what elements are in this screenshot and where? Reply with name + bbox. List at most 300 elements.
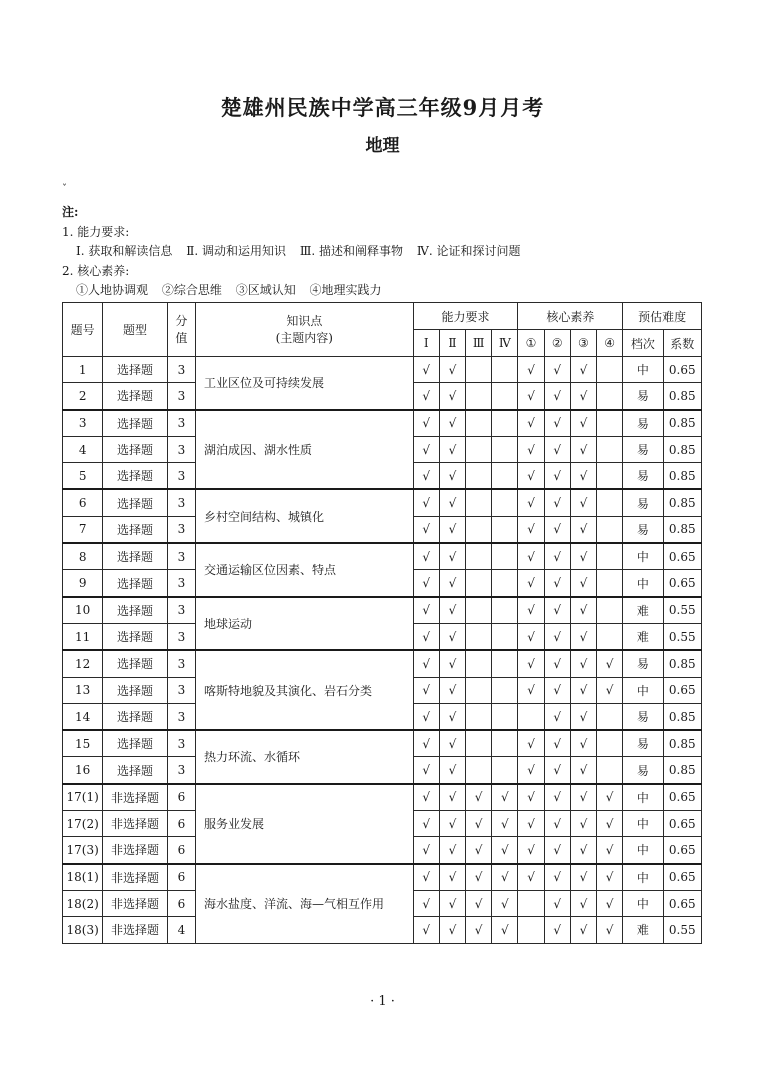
question-type: 非选择题 — [103, 837, 167, 864]
difficulty-coefficient: 0.65 — [663, 570, 701, 597]
ability-check — [492, 757, 518, 784]
difficulty-level: 中 — [623, 811, 663, 837]
header-ability-col: Ⅰ — [413, 330, 439, 357]
ability-check: √ — [439, 864, 465, 891]
header-number: 题号 — [63, 303, 103, 357]
question-number: 11 — [63, 623, 103, 650]
literacy-check: √ — [544, 516, 570, 543]
ability-check: √ — [439, 757, 465, 784]
difficulty-level: 中 — [623, 357, 663, 383]
knowledge-topic: 海水盐度、洋流、海—气相互作用 — [195, 864, 413, 943]
literacy-check — [597, 703, 623, 730]
question-score: 3 — [167, 703, 195, 730]
literacy-check: √ — [570, 516, 596, 543]
literacy-check: √ — [570, 597, 596, 624]
ability-check — [492, 650, 518, 677]
literacy-check: √ — [518, 837, 544, 864]
ability-check — [492, 516, 518, 543]
literacy-check: √ — [570, 436, 596, 462]
question-score: 6 — [167, 837, 195, 864]
literacy-check: √ — [570, 890, 596, 916]
ability-check — [466, 650, 492, 677]
literacy-check: √ — [597, 811, 623, 837]
page-number: · 1 · — [370, 994, 395, 1009]
header-ability-col: Ⅳ — [492, 330, 518, 357]
ability-check: √ — [413, 570, 439, 597]
literacy-check: √ — [544, 650, 570, 677]
ability-check: √ — [439, 890, 465, 916]
literacy-check: √ — [570, 703, 596, 730]
difficulty-coefficient: 0.85 — [663, 703, 701, 730]
literacy-check: √ — [570, 570, 596, 597]
literacy-check: √ — [544, 489, 570, 516]
ability-check — [466, 463, 492, 490]
question-score: 6 — [167, 864, 195, 891]
ability-check: √ — [413, 489, 439, 516]
question-type: 非选择题 — [103, 864, 167, 891]
literacy-check — [518, 917, 544, 943]
header-knowledge — [195, 303, 413, 357]
question-type: 选择题 — [103, 516, 167, 543]
ability-check: √ — [439, 650, 465, 677]
literacy-check — [597, 410, 623, 437]
ability-check: √ — [466, 864, 492, 891]
literacy-check: √ — [518, 570, 544, 597]
ability-check: √ — [439, 623, 465, 650]
literacy-item: ①人地协调观 — [76, 283, 149, 297]
question-number: 6 — [63, 489, 103, 516]
ability-check: √ — [413, 357, 439, 383]
ability-check — [492, 623, 518, 650]
table-row — [63, 357, 702, 383]
ability-check: √ — [439, 784, 465, 811]
ability-check — [466, 730, 492, 757]
ability-check: √ — [492, 864, 518, 891]
difficulty-level: 易 — [623, 436, 663, 462]
literacy-check — [597, 436, 623, 462]
header-score — [167, 303, 195, 357]
literacy-check: √ — [518, 516, 544, 543]
question-type: 选择题 — [103, 410, 167, 437]
question-type: 非选择题 — [103, 890, 167, 916]
ability-check: √ — [439, 730, 465, 757]
ability-check — [466, 570, 492, 597]
question-type: 选择题 — [103, 623, 167, 650]
question-score: 3 — [167, 463, 195, 490]
question-number: 17(1) — [63, 784, 103, 811]
literacy-check: √ — [570, 650, 596, 677]
difficulty-coefficient: 0.65 — [663, 864, 701, 891]
table-row — [63, 543, 702, 570]
table-row — [63, 784, 702, 811]
ability-check: √ — [466, 784, 492, 811]
literacy-check: √ — [518, 784, 544, 811]
literacy-check: √ — [518, 410, 544, 437]
question-score: 3 — [167, 597, 195, 624]
difficulty-coefficient: 0.85 — [663, 463, 701, 490]
ability-check: √ — [439, 597, 465, 624]
literacy-check: √ — [518, 864, 544, 891]
ability-check — [466, 623, 492, 650]
difficulty-coefficient: 0.65 — [663, 784, 701, 811]
difficulty-level: 易 — [623, 410, 663, 437]
literacy-check: √ — [570, 410, 596, 437]
ability-check: √ — [413, 837, 439, 864]
difficulty-coefficient: 0.65 — [663, 543, 701, 570]
ability-check — [466, 436, 492, 462]
literacy-check: √ — [570, 784, 596, 811]
ability-check — [492, 543, 518, 570]
ability-check — [492, 489, 518, 516]
difficulty-level: 难 — [623, 623, 663, 650]
header-coefficient: 系数 — [663, 330, 701, 357]
literacy-check — [597, 489, 623, 516]
literacy-check: √ — [544, 383, 570, 410]
question-score: 3 — [167, 650, 195, 677]
difficulty-level: 易 — [623, 516, 663, 543]
ability-check — [466, 383, 492, 410]
literacy-check — [518, 703, 544, 730]
literacy-check: √ — [518, 677, 544, 703]
literacy-check: √ — [570, 811, 596, 837]
literacy-check: √ — [544, 357, 570, 383]
knowledge-topic: 交通运输区位因素、特点 — [195, 543, 413, 597]
ability-list — [62, 242, 520, 262]
difficulty-coefficient: 0.85 — [663, 650, 701, 677]
header-type: 题型 — [103, 303, 167, 357]
question-score: 3 — [167, 677, 195, 703]
question-type: 选择题 — [103, 677, 167, 703]
difficulty-coefficient: 0.85 — [663, 383, 701, 410]
ability-check — [492, 703, 518, 730]
literacy-check: √ — [518, 623, 544, 650]
ability-check: √ — [492, 917, 518, 943]
literacy-check: √ — [518, 463, 544, 490]
question-type: 选择题 — [103, 383, 167, 410]
literacy-check: √ — [544, 890, 570, 916]
literacy-check: √ — [544, 864, 570, 891]
ability-check — [492, 463, 518, 490]
ability-check: √ — [466, 890, 492, 916]
literacy-check: √ — [544, 463, 570, 490]
question-score: 3 — [167, 570, 195, 597]
ability-check: √ — [413, 864, 439, 891]
ability-item: Ⅱ. 调动和运用知识 — [186, 244, 286, 258]
literacy-check: √ — [597, 784, 623, 811]
header-literacy-col: ① — [518, 330, 544, 357]
question-number: 8 — [63, 543, 103, 570]
question-number: 1 — [63, 357, 103, 383]
literacy-check: √ — [570, 383, 596, 410]
ability-check — [492, 570, 518, 597]
difficulty-coefficient: 0.65 — [663, 837, 701, 864]
ability-check — [466, 757, 492, 784]
question-score: 3 — [167, 357, 195, 383]
literacy-check: √ — [570, 917, 596, 943]
ability-check: √ — [413, 543, 439, 570]
literacy-check — [597, 730, 623, 757]
ability-check: √ — [439, 357, 465, 383]
literacy-check: √ — [544, 917, 570, 943]
literacy-check: √ — [570, 489, 596, 516]
difficulty-coefficient: 0.65 — [663, 357, 701, 383]
literacy-item: ②综合思维 — [161, 283, 222, 297]
literacy-check: √ — [518, 489, 544, 516]
question-number: 12 — [63, 650, 103, 677]
ability-check: √ — [439, 837, 465, 864]
literacy-check — [597, 757, 623, 784]
literacy-check: √ — [570, 623, 596, 650]
literacy-check: √ — [518, 543, 544, 570]
ability-check: √ — [413, 703, 439, 730]
question-number: 13 — [63, 677, 103, 703]
difficulty-coefficient: 0.65 — [663, 890, 701, 916]
header-score-char: 分 — [175, 313, 188, 328]
question-type: 选择题 — [103, 757, 167, 784]
ability-check: √ — [413, 516, 439, 543]
ability-heading: 1. 能力要求: — [62, 224, 130, 239]
table-row — [63, 730, 702, 757]
knowledge-topic: 地球运动 — [195, 597, 413, 651]
difficulty-level: 难 — [623, 917, 663, 943]
literacy-check: √ — [597, 864, 623, 891]
question-number: 17(2) — [63, 811, 103, 837]
table-row — [63, 864, 702, 891]
question-type: 选择题 — [103, 489, 167, 516]
header-knowledge-line1: 知识点 — [286, 313, 323, 328]
page-title: 楚雄州民族中学高三年级9月月考 — [220, 95, 545, 120]
literacy-check: √ — [570, 837, 596, 864]
question-number: 9 — [63, 570, 103, 597]
literacy-check: √ — [518, 811, 544, 837]
question-number: 15 — [63, 730, 103, 757]
question-type: 选择题 — [103, 597, 167, 624]
ability-check: √ — [413, 597, 439, 624]
difficulty-level: 易 — [623, 650, 663, 677]
ability-check: √ — [466, 917, 492, 943]
ability-check: √ — [439, 436, 465, 462]
header-ability-col: Ⅱ — [439, 330, 465, 357]
literacy-check — [597, 623, 623, 650]
literacy-check: √ — [544, 784, 570, 811]
question-score: 3 — [167, 543, 195, 570]
literacy-check: √ — [597, 917, 623, 943]
question-number: 16 — [63, 757, 103, 784]
ability-check: √ — [466, 811, 492, 837]
header-literacy-col: ④ — [597, 330, 623, 357]
literacy-check — [597, 383, 623, 410]
difficulty-level: 易 — [623, 489, 663, 516]
question-score: 3 — [167, 436, 195, 462]
question-type: 选择题 — [103, 436, 167, 462]
ability-check — [466, 410, 492, 437]
knowledge-topic: 乡村空间结构、城镇化 — [195, 489, 413, 543]
table-row — [63, 410, 702, 437]
literacy-check — [518, 890, 544, 916]
ability-check — [492, 410, 518, 437]
question-type: 选择题 — [103, 463, 167, 490]
ability-check — [466, 543, 492, 570]
literacy-check: √ — [597, 677, 623, 703]
ability-check: √ — [439, 463, 465, 490]
question-number: 4 — [63, 436, 103, 462]
question-score: 3 — [167, 757, 195, 784]
ability-check: √ — [413, 463, 439, 490]
ability-check: √ — [413, 410, 439, 437]
literacy-check: √ — [570, 730, 596, 757]
header-score-char: 值 — [175, 330, 188, 345]
table-row — [63, 489, 702, 516]
ability-check: √ — [413, 436, 439, 462]
knowledge-topic: 服务业发展 — [195, 784, 413, 864]
question-score: 6 — [167, 890, 195, 916]
ability-check: √ — [439, 570, 465, 597]
header-literacy-col: ③ — [570, 330, 596, 357]
ability-item: Ⅳ. 论证和探讨问题 — [416, 244, 521, 258]
difficulty-level: 中 — [623, 543, 663, 570]
ability-check — [492, 730, 518, 757]
ability-check — [492, 436, 518, 462]
literacy-check — [597, 543, 623, 570]
difficulty-level: 中 — [623, 864, 663, 891]
ability-check — [492, 357, 518, 383]
literacy-check: √ — [544, 570, 570, 597]
difficulty-level: 中 — [623, 570, 663, 597]
difficulty-level: 易 — [623, 730, 663, 757]
literacy-check: √ — [597, 890, 623, 916]
knowledge-topic: 湖泊成因、湖水性质 — [195, 410, 413, 490]
ability-check: √ — [439, 383, 465, 410]
ability-check — [492, 677, 518, 703]
question-number: 18(1) — [63, 864, 103, 891]
difficulty-coefficient: 0.65 — [663, 677, 701, 703]
ability-check — [466, 597, 492, 624]
difficulty-coefficient: 0.65 — [663, 811, 701, 837]
header-literacy: 核心素养 — [518, 303, 623, 330]
question-type: 选择题 — [103, 570, 167, 597]
literacy-check: √ — [544, 543, 570, 570]
ability-check: √ — [439, 677, 465, 703]
literacy-check: √ — [597, 837, 623, 864]
ability-check: √ — [492, 837, 518, 864]
difficulty-level: 易 — [623, 703, 663, 730]
literacy-check: √ — [518, 436, 544, 462]
question-score: 6 — [167, 811, 195, 837]
question-type: 非选择题 — [103, 811, 167, 837]
header-score-text — [168, 313, 195, 347]
difficulty-level: 易 — [623, 757, 663, 784]
difficulty-level: 中 — [623, 677, 663, 703]
question-type: 非选择题 — [103, 784, 167, 811]
difficulty-coefficient: 0.85 — [663, 436, 701, 462]
literacy-check — [597, 463, 623, 490]
literacy-check: √ — [544, 703, 570, 730]
difficulty-level: 中 — [623, 784, 663, 811]
page-subtitle: 地理 — [365, 136, 400, 156]
ability-check: √ — [492, 784, 518, 811]
literacy-check: √ — [544, 811, 570, 837]
knowledge-topic: 喀斯特地貌及其演化、岩石分类 — [195, 650, 413, 730]
literacy-check: √ — [570, 677, 596, 703]
literacy-check — [597, 516, 623, 543]
literacy-check: √ — [544, 410, 570, 437]
question-number: 17(3) — [63, 837, 103, 864]
question-number: 2 — [63, 383, 103, 410]
literacy-check: √ — [518, 597, 544, 624]
header-literacy-col: ② — [544, 330, 570, 357]
question-score: 3 — [167, 410, 195, 437]
question-type: 选择题 — [103, 543, 167, 570]
difficulty-coefficient: 0.55 — [663, 917, 701, 943]
literacy-item: ④地理实践力 — [309, 283, 382, 297]
literacy-list — [62, 281, 520, 301]
table-row — [63, 650, 702, 677]
literacy-check: √ — [570, 864, 596, 891]
ability-check: √ — [439, 489, 465, 516]
difficulty-level: 中 — [623, 837, 663, 864]
ability-check — [466, 677, 492, 703]
literacy-check: √ — [518, 650, 544, 677]
header-ability: 能力要求 — [413, 303, 518, 330]
difficulty-level: 易 — [623, 383, 663, 410]
literacy-check: √ — [597, 650, 623, 677]
question-number: 10 — [63, 597, 103, 624]
spec-table — [62, 302, 702, 944]
notes-section — [62, 203, 520, 301]
table-row — [63, 597, 702, 624]
difficulty-coefficient: 0.85 — [663, 410, 701, 437]
question-score: 3 — [167, 516, 195, 543]
literacy-check: √ — [570, 357, 596, 383]
literacy-check: √ — [544, 623, 570, 650]
literacy-check: √ — [570, 543, 596, 570]
question-type: 选择题 — [103, 730, 167, 757]
literacy-check: √ — [544, 757, 570, 784]
header-level: 档次 — [623, 330, 663, 357]
literacy-check: √ — [544, 837, 570, 864]
ability-check: √ — [413, 917, 439, 943]
ability-check: √ — [439, 516, 465, 543]
knowledge-topic: 热力环流、水循环 — [195, 730, 413, 784]
ability-check: √ — [413, 730, 439, 757]
header-ability-col: Ⅲ — [466, 330, 492, 357]
literacy-heading: 2. 核心素养: — [62, 263, 130, 278]
notes-label: 注: — [62, 205, 79, 219]
difficulty-coefficient: 0.85 — [663, 730, 701, 757]
ability-check: √ — [413, 623, 439, 650]
top-mark: ˇ — [62, 184, 67, 195]
header-knowledge-line2: (主题内容) — [275, 330, 333, 345]
question-score: 3 — [167, 489, 195, 516]
ability-check — [466, 489, 492, 516]
difficulty-coefficient: 0.85 — [663, 516, 701, 543]
question-number: 5 — [63, 463, 103, 490]
literacy-check — [597, 597, 623, 624]
ability-check — [492, 383, 518, 410]
ability-check: √ — [413, 650, 439, 677]
question-score: 3 — [167, 730, 195, 757]
ability-check: √ — [413, 677, 439, 703]
question-number: 18(3) — [63, 917, 103, 943]
question-type: 非选择题 — [103, 917, 167, 943]
question-type: 选择题 — [103, 703, 167, 730]
literacy-check: √ — [544, 597, 570, 624]
ability-check: √ — [413, 757, 439, 784]
ability-check: √ — [413, 890, 439, 916]
literacy-check: √ — [544, 730, 570, 757]
difficulty-level: 难 — [623, 597, 663, 624]
literacy-item: ③区域认知 — [235, 283, 296, 297]
